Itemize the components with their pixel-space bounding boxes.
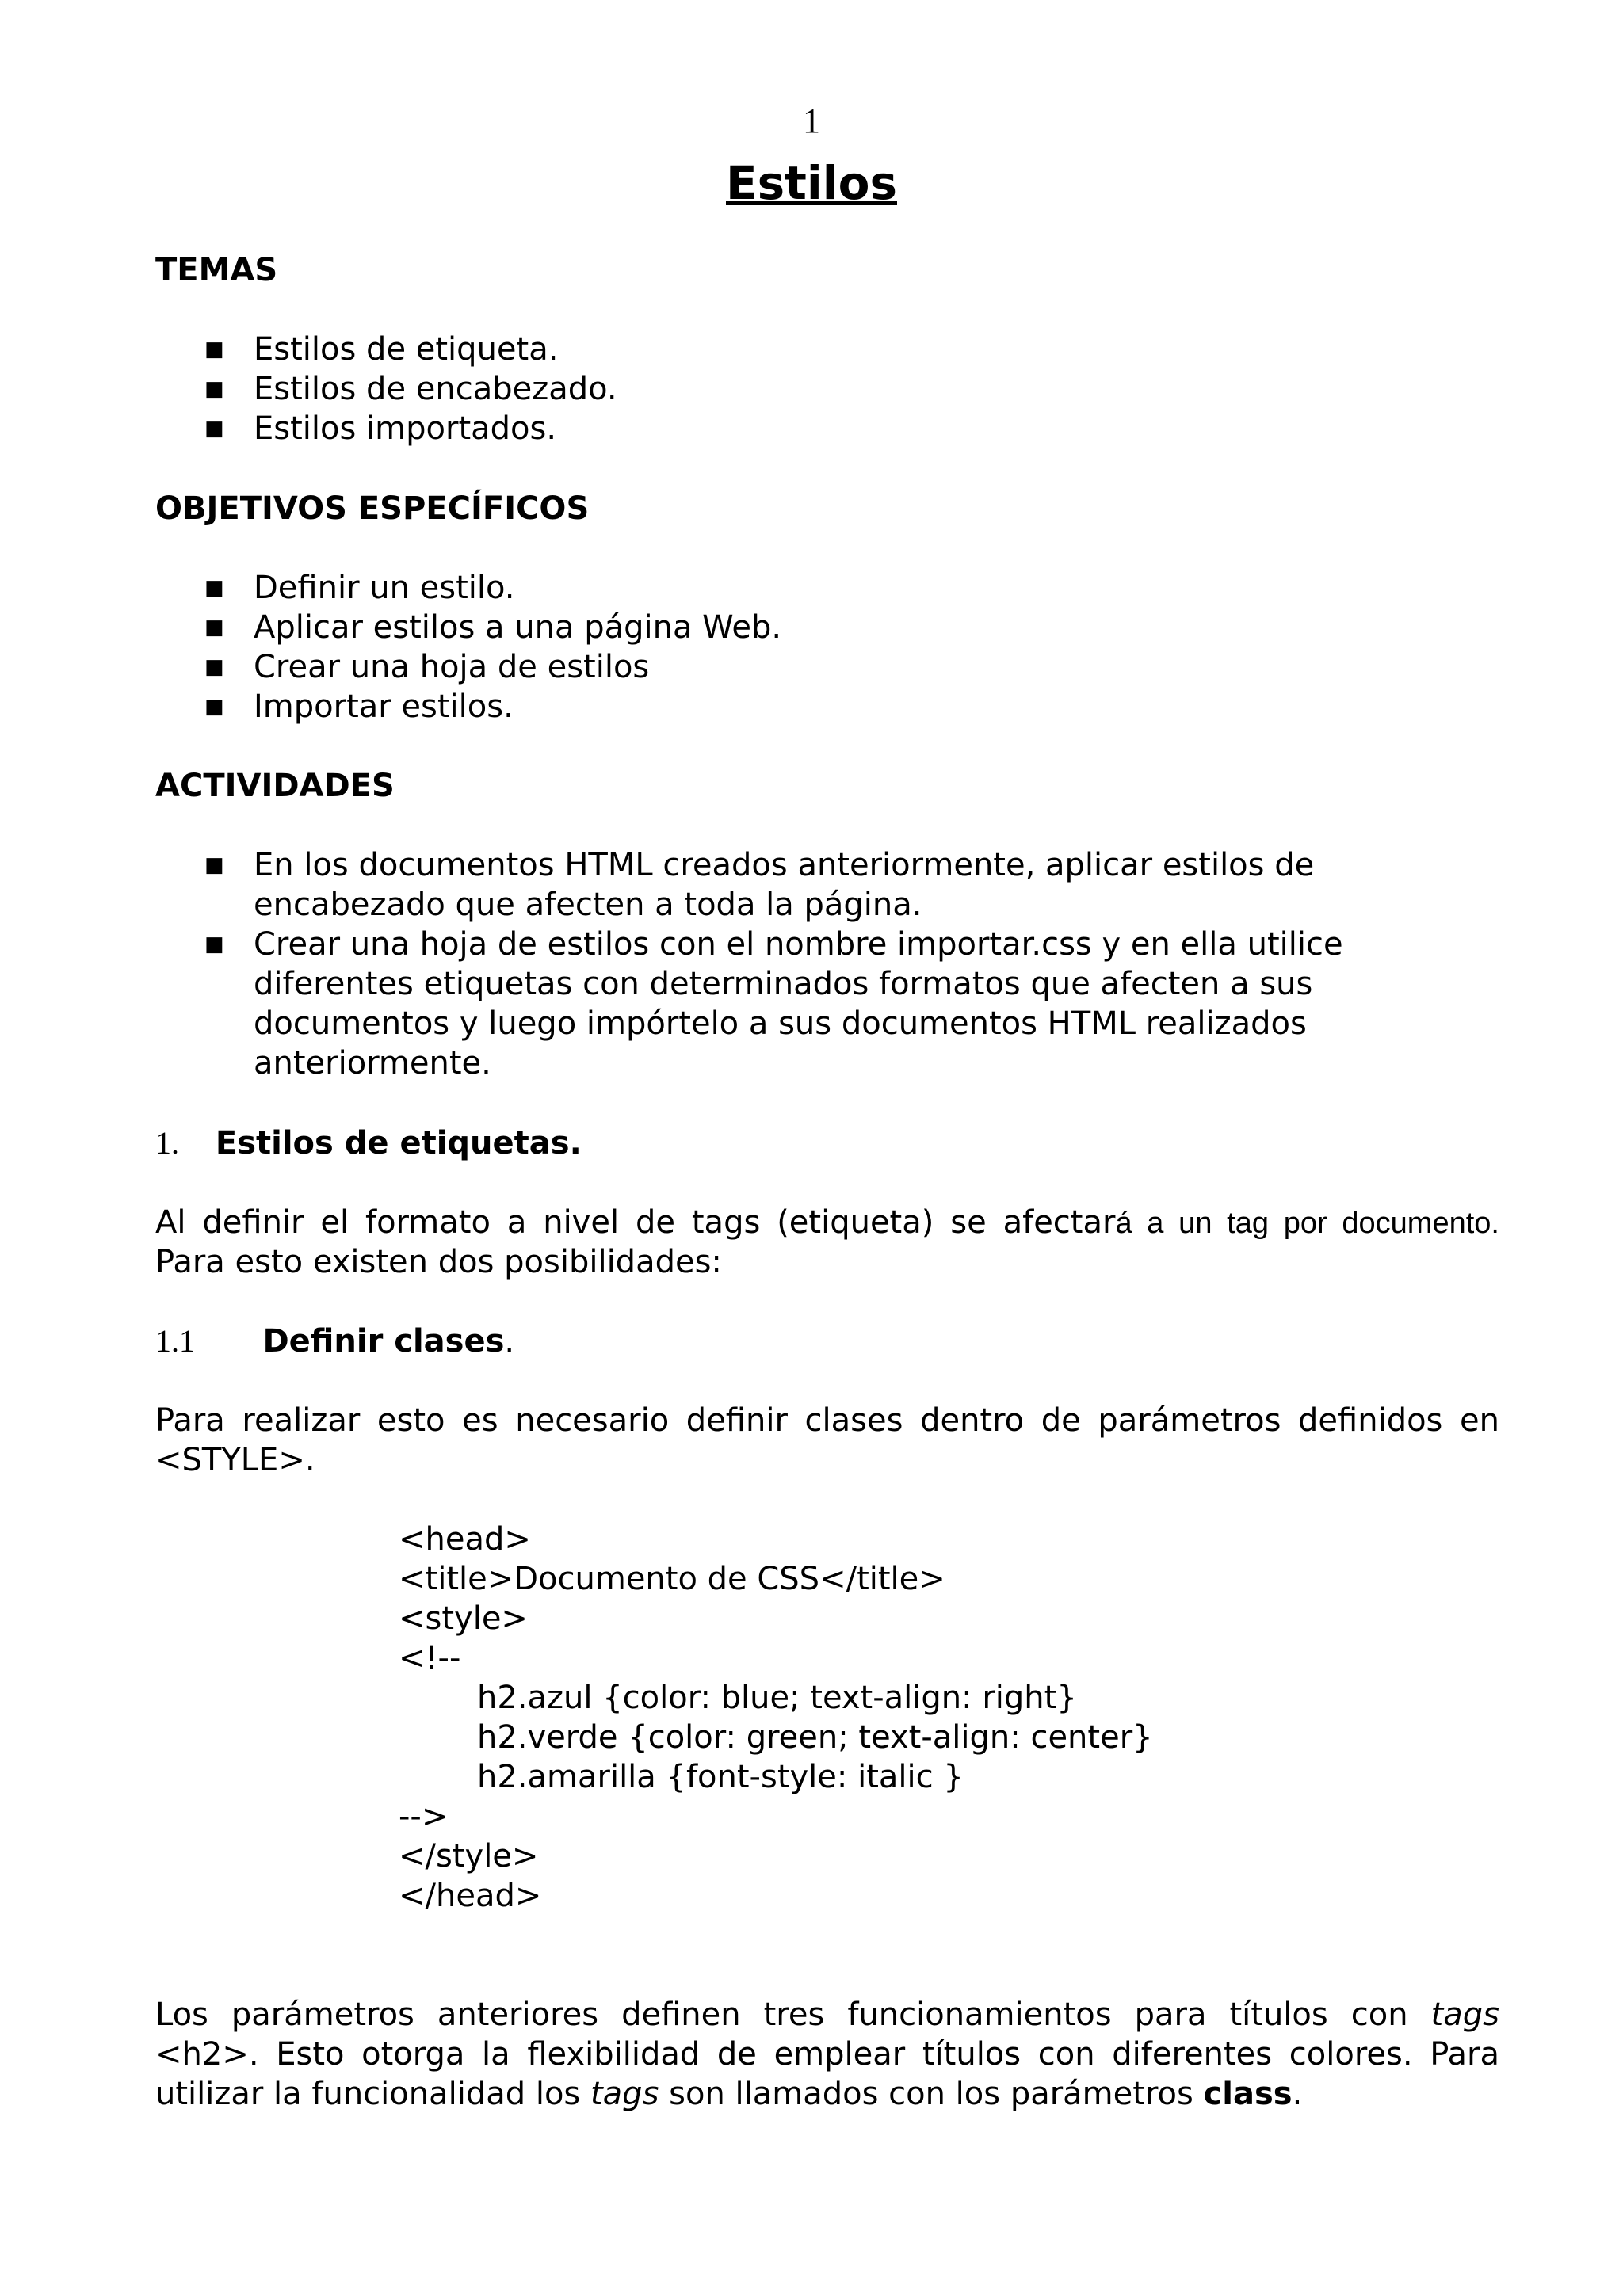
bullet-icon: ■ bbox=[204, 933, 224, 956]
actividades-item-line: encabezado que afecten a toda la página. bbox=[254, 887, 922, 923]
code-line: <title>Documento de CSS</title> bbox=[399, 1561, 945, 1597]
section-title: Estilos de etiquetas. bbox=[215, 1125, 582, 1161]
bullet-icon: ■ bbox=[204, 853, 224, 877]
temas-item: Estilos importados. bbox=[254, 410, 557, 447]
code-line: </style> bbox=[399, 1838, 539, 1875]
paragraph-line bbox=[155, 2074, 1302, 2114]
objetivos-item: Aplicar estilos a una página Web. bbox=[254, 609, 782, 646]
bullet-icon: ■ bbox=[204, 695, 224, 719]
objetivos-item: Importar estilos. bbox=[254, 688, 514, 725]
section-title: Definir clases bbox=[262, 1323, 505, 1360]
bullet-icon: ■ bbox=[204, 576, 224, 600]
code-line: h2.amarilla {font-style: italic } bbox=[477, 1759, 964, 1795]
paragraph-line: <STYLE>. bbox=[155, 1442, 315, 1478]
actividades-item-line: En los documentos HTML creados anteriormente, aplicar estilos de bbox=[254, 847, 1315, 883]
objetivos-item: Definir un estilo. bbox=[254, 570, 515, 606]
section-1-heading bbox=[155, 1123, 582, 1163]
page-number: 1 bbox=[803, 101, 820, 140]
page-title: Estilos bbox=[726, 156, 897, 210]
paragraph-text: . bbox=[1292, 2076, 1303, 2112]
actividades-item-line: documentos y luego impórtelo a sus documentos HTML realizados bbox=[254, 1005, 1307, 1042]
code-line: h2.azul {color: blue; text-align: right} bbox=[477, 1680, 1077, 1716]
temas-item: Estilos de encabezado. bbox=[254, 371, 617, 407]
paragraph-line bbox=[155, 1995, 1499, 2035]
actividades-heading: ACTIVIDADES bbox=[155, 768, 395, 804]
bold-text: class bbox=[1203, 2076, 1293, 2112]
paragraph-line bbox=[155, 1203, 1499, 1243]
paragraph-text: utilizar la funcionalidad los bbox=[155, 2076, 590, 2112]
bullet-icon: ■ bbox=[204, 616, 224, 639]
bullet-icon: ■ bbox=[204, 338, 224, 361]
objetivos-heading: OBJETIVOS ESPECÍFICOS bbox=[155, 490, 590, 527]
section-number: 1. bbox=[155, 1125, 179, 1161]
temas-item: Estilos de etiqueta. bbox=[254, 331, 559, 368]
section-1-1-heading bbox=[155, 1322, 514, 1361]
bullet-icon: ■ bbox=[204, 417, 224, 441]
paragraph-text: á a un tag por documento. bbox=[1115, 1207, 1499, 1240]
paragraph-text: Al definir el formato a nivel de tags (etiqueta) se afectar bbox=[155, 1204, 1116, 1241]
paragraph-text: son llamados con los parámetros bbox=[659, 2076, 1204, 2112]
paragraph-text: Los parámetros anteriores definen tres funcionamientos para títulos con bbox=[155, 1997, 1431, 2033]
bullet-icon: ■ bbox=[204, 377, 224, 401]
code-line: --> bbox=[399, 1798, 449, 1835]
section-number: 1.1 bbox=[155, 1323, 195, 1359]
code-line: <!-- bbox=[399, 1640, 461, 1676]
code-line: <head> bbox=[399, 1521, 531, 1558]
temas-heading: TEMAS bbox=[155, 252, 278, 288]
actividades-item-line: anteriormente. bbox=[254, 1045, 491, 1081]
section-title-period: . bbox=[504, 1323, 515, 1360]
italic-text: tags bbox=[590, 2076, 659, 2112]
paragraph-line: <h2>. Esto otorga la flexibilidad de emplear títulos con diferentes colores. Para bbox=[155, 2036, 1499, 2073]
italic-text: tags bbox=[1430, 1997, 1499, 2033]
actividades-item-line: Crear una hoja de estilos con el nombre importar.css y en ella utilice bbox=[254, 926, 1343, 963]
actividades-item-line: diferentes etiquetas con determinados formatos que afecten a sus bbox=[254, 966, 1313, 1002]
bullet-icon: ■ bbox=[204, 655, 224, 679]
code-line: <style> bbox=[399, 1600, 528, 1637]
code-line: </head> bbox=[399, 1878, 542, 1914]
objetivos-item: Crear una hoja de estilos bbox=[254, 649, 650, 685]
paragraph-line: Para realizar esto es necesario definir clases dentro de parámetros definidos en bbox=[155, 1402, 1499, 1439]
paragraph-line: Para esto existen dos posibilidades: bbox=[155, 1244, 722, 1280]
code-line: h2.verde {color: green; text-align: center} bbox=[477, 1719, 1153, 1756]
